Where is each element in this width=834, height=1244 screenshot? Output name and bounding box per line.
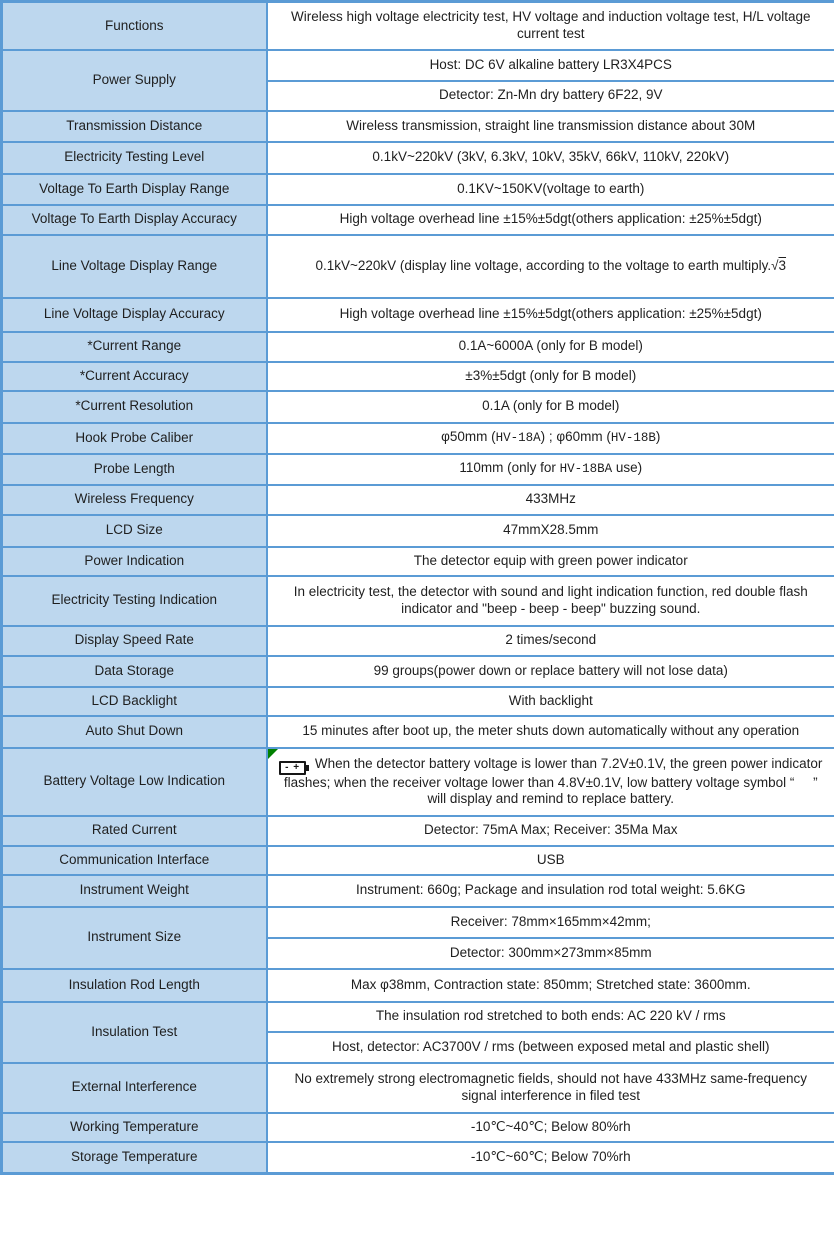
spec-label: *Current Resolution [2, 391, 267, 423]
spec-label: Instrument Size [2, 907, 267, 969]
spec-value-text: -10℃~60℃; Below 70%rh [470, 1149, 631, 1165]
spec-value-text: Detector: 75mA Max; Receiver: 35Ma Max [423, 822, 678, 838]
table-row [2, 969, 834, 1002]
spec-value [267, 1002, 834, 1032]
spec-value [267, 748, 834, 816]
spec-value-text: 0.1A~6000A (only for B model) [458, 338, 643, 354]
spec-label: Voltage To Earth Display Range [2, 174, 267, 205]
spec-label: Hook Probe Caliber [2, 423, 267, 454]
spec-value [267, 687, 834, 716]
spec-label: *Current Range [2, 332, 267, 362]
spec-value-text: 47mmX28.5mm [503, 522, 599, 538]
spec-value [267, 626, 834, 656]
spec-value [267, 1113, 834, 1142]
spec-value-text: HV-18A [495, 431, 541, 446]
table-row [2, 298, 834, 332]
spec-value-text: High voltage overhead line ±15%±5dgt(others application: ±25%±5dgt) [339, 211, 762, 227]
spec-value-text: Host: DC 6V alkaline battery LR3X4PCS [429, 56, 672, 72]
spec-label: Instrument Weight [2, 875, 267, 907]
spec-value [267, 969, 834, 1002]
table-row [2, 1113, 834, 1142]
spec-value-text: No extremely strong electromagnetic fields, should not have 433MHz same-frequency signal interference in filed test [294, 1071, 807, 1103]
spec-value [267, 846, 834, 875]
spec-value [267, 907, 834, 938]
spec-value-text: Instrument: 660g; Package and insulation rod total weight: 5.6KG [356, 882, 746, 898]
spec-value [267, 111, 834, 142]
spec-value-text: φ50mm ( [441, 429, 496, 445]
table-row [2, 454, 834, 485]
spec-value [267, 1142, 834, 1174]
spec-value-text: Wireless transmission, straight line transmission distance about 30M [346, 117, 756, 133]
spec-value [267, 50, 834, 81]
spec-label: Data Storage [2, 656, 267, 687]
spec-value [267, 515, 834, 547]
spec-label: Wireless Frequency [2, 485, 267, 515]
spec-label: Rated Current [2, 816, 267, 846]
spec-label: Communication Interface [2, 846, 267, 875]
spec-value-text: USB [536, 851, 565, 867]
spec-value-text: 99 groups(power down or replace battery will not lose data) [373, 662, 728, 678]
spec-label: Electricity Testing Level [2, 142, 267, 174]
spec-value-text: 2 times/second [505, 632, 597, 648]
table-row [2, 1002, 834, 1032]
table-row [2, 875, 834, 907]
spec-value [267, 485, 834, 515]
spec-value-text: HV-18B [610, 431, 656, 446]
spec-label: Line Voltage Display Accuracy [2, 298, 267, 332]
spec-value-text: 0.1kV~220kV (display line voltage, according to the voltage to earth multiply. [315, 257, 772, 273]
spec-value-text: Wireless high voltage electricity test, HV voltage and induction voltage test, H/L voltage current test [290, 9, 811, 41]
spec-value-text: The detector equip with green power indicator [413, 552, 688, 568]
table-row [2, 907, 834, 938]
spec-value-text: HV-18BA [559, 462, 613, 477]
spec-value-text: Detector: Zn-Mn dry battery 6F22, 9V [438, 87, 663, 103]
spec-value [267, 1063, 834, 1113]
table-row [2, 332, 834, 362]
spec-value [267, 875, 834, 907]
spec-value [267, 547, 834, 576]
table-row [2, 174, 834, 205]
spec-label: Voltage To Earth Display Accuracy [2, 205, 267, 235]
table-row [2, 485, 834, 515]
spec-value-text: 110mm (only for [459, 460, 560, 476]
table-row [2, 1063, 834, 1113]
spec-value [267, 1032, 834, 1063]
table-row [2, 576, 834, 626]
table-row [2, 716, 834, 748]
spec-value [267, 2, 834, 50]
table-row [2, 391, 834, 423]
spec-value-text: 15 minutes after boot up, the meter shuts down automatically without any operation [302, 723, 800, 739]
spec-label: *Current Accuracy [2, 362, 267, 391]
spec-value-text: Max φ38mm, Contraction state: 850mm; Stretched state: 3600mm. [350, 976, 751, 992]
spec-value [267, 205, 834, 235]
spec-label: Insulation Test [2, 1002, 267, 1063]
spec-value-text: When the detector battery voltage is lower than 7.2V±0.1V, the green power indicator flashes; when the receiver voltage lower than 4.8V±0.1V, low battery voltage symbol “ ” will display and remind to replace battery. [283, 755, 823, 806]
spec-label: Functions [2, 2, 267, 50]
spec-value [267, 816, 834, 846]
spec-value-text: 3 [778, 257, 787, 273]
spec-value [267, 332, 834, 362]
battery-icon: - + [279, 761, 306, 775]
table-row [2, 111, 834, 142]
spec-label: Working Temperature [2, 1113, 267, 1142]
spec-value-text: 0.1A (only for B model) [482, 398, 620, 414]
table-row [2, 50, 834, 81]
spec-value-text: Host, detector: AC3700V / rms (between exposed metal and plastic shell) [332, 1038, 770, 1054]
spec-value [267, 81, 834, 111]
table-row [2, 626, 834, 656]
spec-value-text: With backlight [508, 692, 593, 708]
spec-value-text: 0.1KV~150KV(voltage to earth) [457, 180, 645, 196]
spec-label: Display Speed Rate [2, 626, 267, 656]
spec-value-text: √ [771, 257, 779, 273]
spec-value-text: ) ; φ60mm ( [540, 429, 611, 445]
spec-value [267, 576, 834, 626]
table-row [2, 656, 834, 687]
spec-value-text: In electricity test, the detector with sound and light indication function, red double flash indicator and "beep - beep - beep" buzzing sound. [293, 584, 808, 616]
spec-value [267, 656, 834, 687]
spec-label: Auto Shut Down [2, 716, 267, 748]
spec-label: Probe Length [2, 454, 267, 485]
spec-value-text: 433MHz [525, 491, 576, 507]
spec-label: LCD Backlight [2, 687, 267, 716]
spec-value [267, 235, 834, 298]
spec-label: Power Supply [2, 50, 267, 111]
spec-value [267, 174, 834, 205]
green-corner-marker-icon [268, 749, 278, 759]
spec-value-text: High voltage overhead line ±15%±5dgt(others application: ±25%±5dgt) [339, 306, 762, 322]
spec-label: Line Voltage Display Range [2, 235, 267, 298]
table-row [2, 816, 834, 846]
spec-value-text: ) [655, 429, 661, 445]
spec-label: Power Indication [2, 547, 267, 576]
spec-value-text: -10℃~40℃; Below 80%rh [470, 1118, 631, 1134]
spec-value [267, 362, 834, 391]
table-row [2, 142, 834, 174]
spec-value [267, 142, 834, 174]
spec-value [267, 298, 834, 332]
table-row [2, 423, 834, 454]
spec-value [267, 716, 834, 748]
spec-value [267, 938, 834, 969]
spec-value [267, 391, 834, 423]
spec-value-text: use) [612, 460, 643, 476]
spec-value [267, 454, 834, 485]
spec-value-text: Detector: 300mm×273mm×85mm [449, 944, 652, 960]
spec-label: LCD Size [2, 515, 267, 547]
table-row [2, 515, 834, 547]
spec-value-text: 0.1kV~220kV (3kV, 6.3kV, 10kV, 35kV, 66kV, 110kV, 220kV) [372, 149, 730, 165]
spec-value-text: ±3%±5dgt (only for B model) [465, 367, 637, 383]
spec-label: Insulation Rod Length [2, 969, 267, 1002]
table-row [2, 205, 834, 235]
table-row [2, 235, 834, 298]
spec-label: Storage Temperature [2, 1142, 267, 1174]
table-row [2, 846, 834, 875]
spec-value-text: The insulation rod stretched to both ends: AC 220 kV / rms [375, 1008, 726, 1024]
table-row [2, 547, 834, 576]
table-row [2, 362, 834, 391]
spec-value [267, 423, 834, 454]
spec-label: Transmission Distance [2, 111, 267, 142]
table-row [2, 1142, 834, 1174]
table-row [2, 748, 834, 816]
spec-value-text: Receiver: 78mm×165mm×42mm; [450, 913, 651, 929]
spec-label: Electricity Testing Indication [2, 576, 267, 626]
spec-label: Battery Voltage Low Indication [2, 748, 267, 816]
spec-label: External Interference [2, 1063, 267, 1113]
table-row [2, 687, 834, 716]
spec-table-body [2, 2, 834, 1174]
table-row [2, 2, 834, 50]
